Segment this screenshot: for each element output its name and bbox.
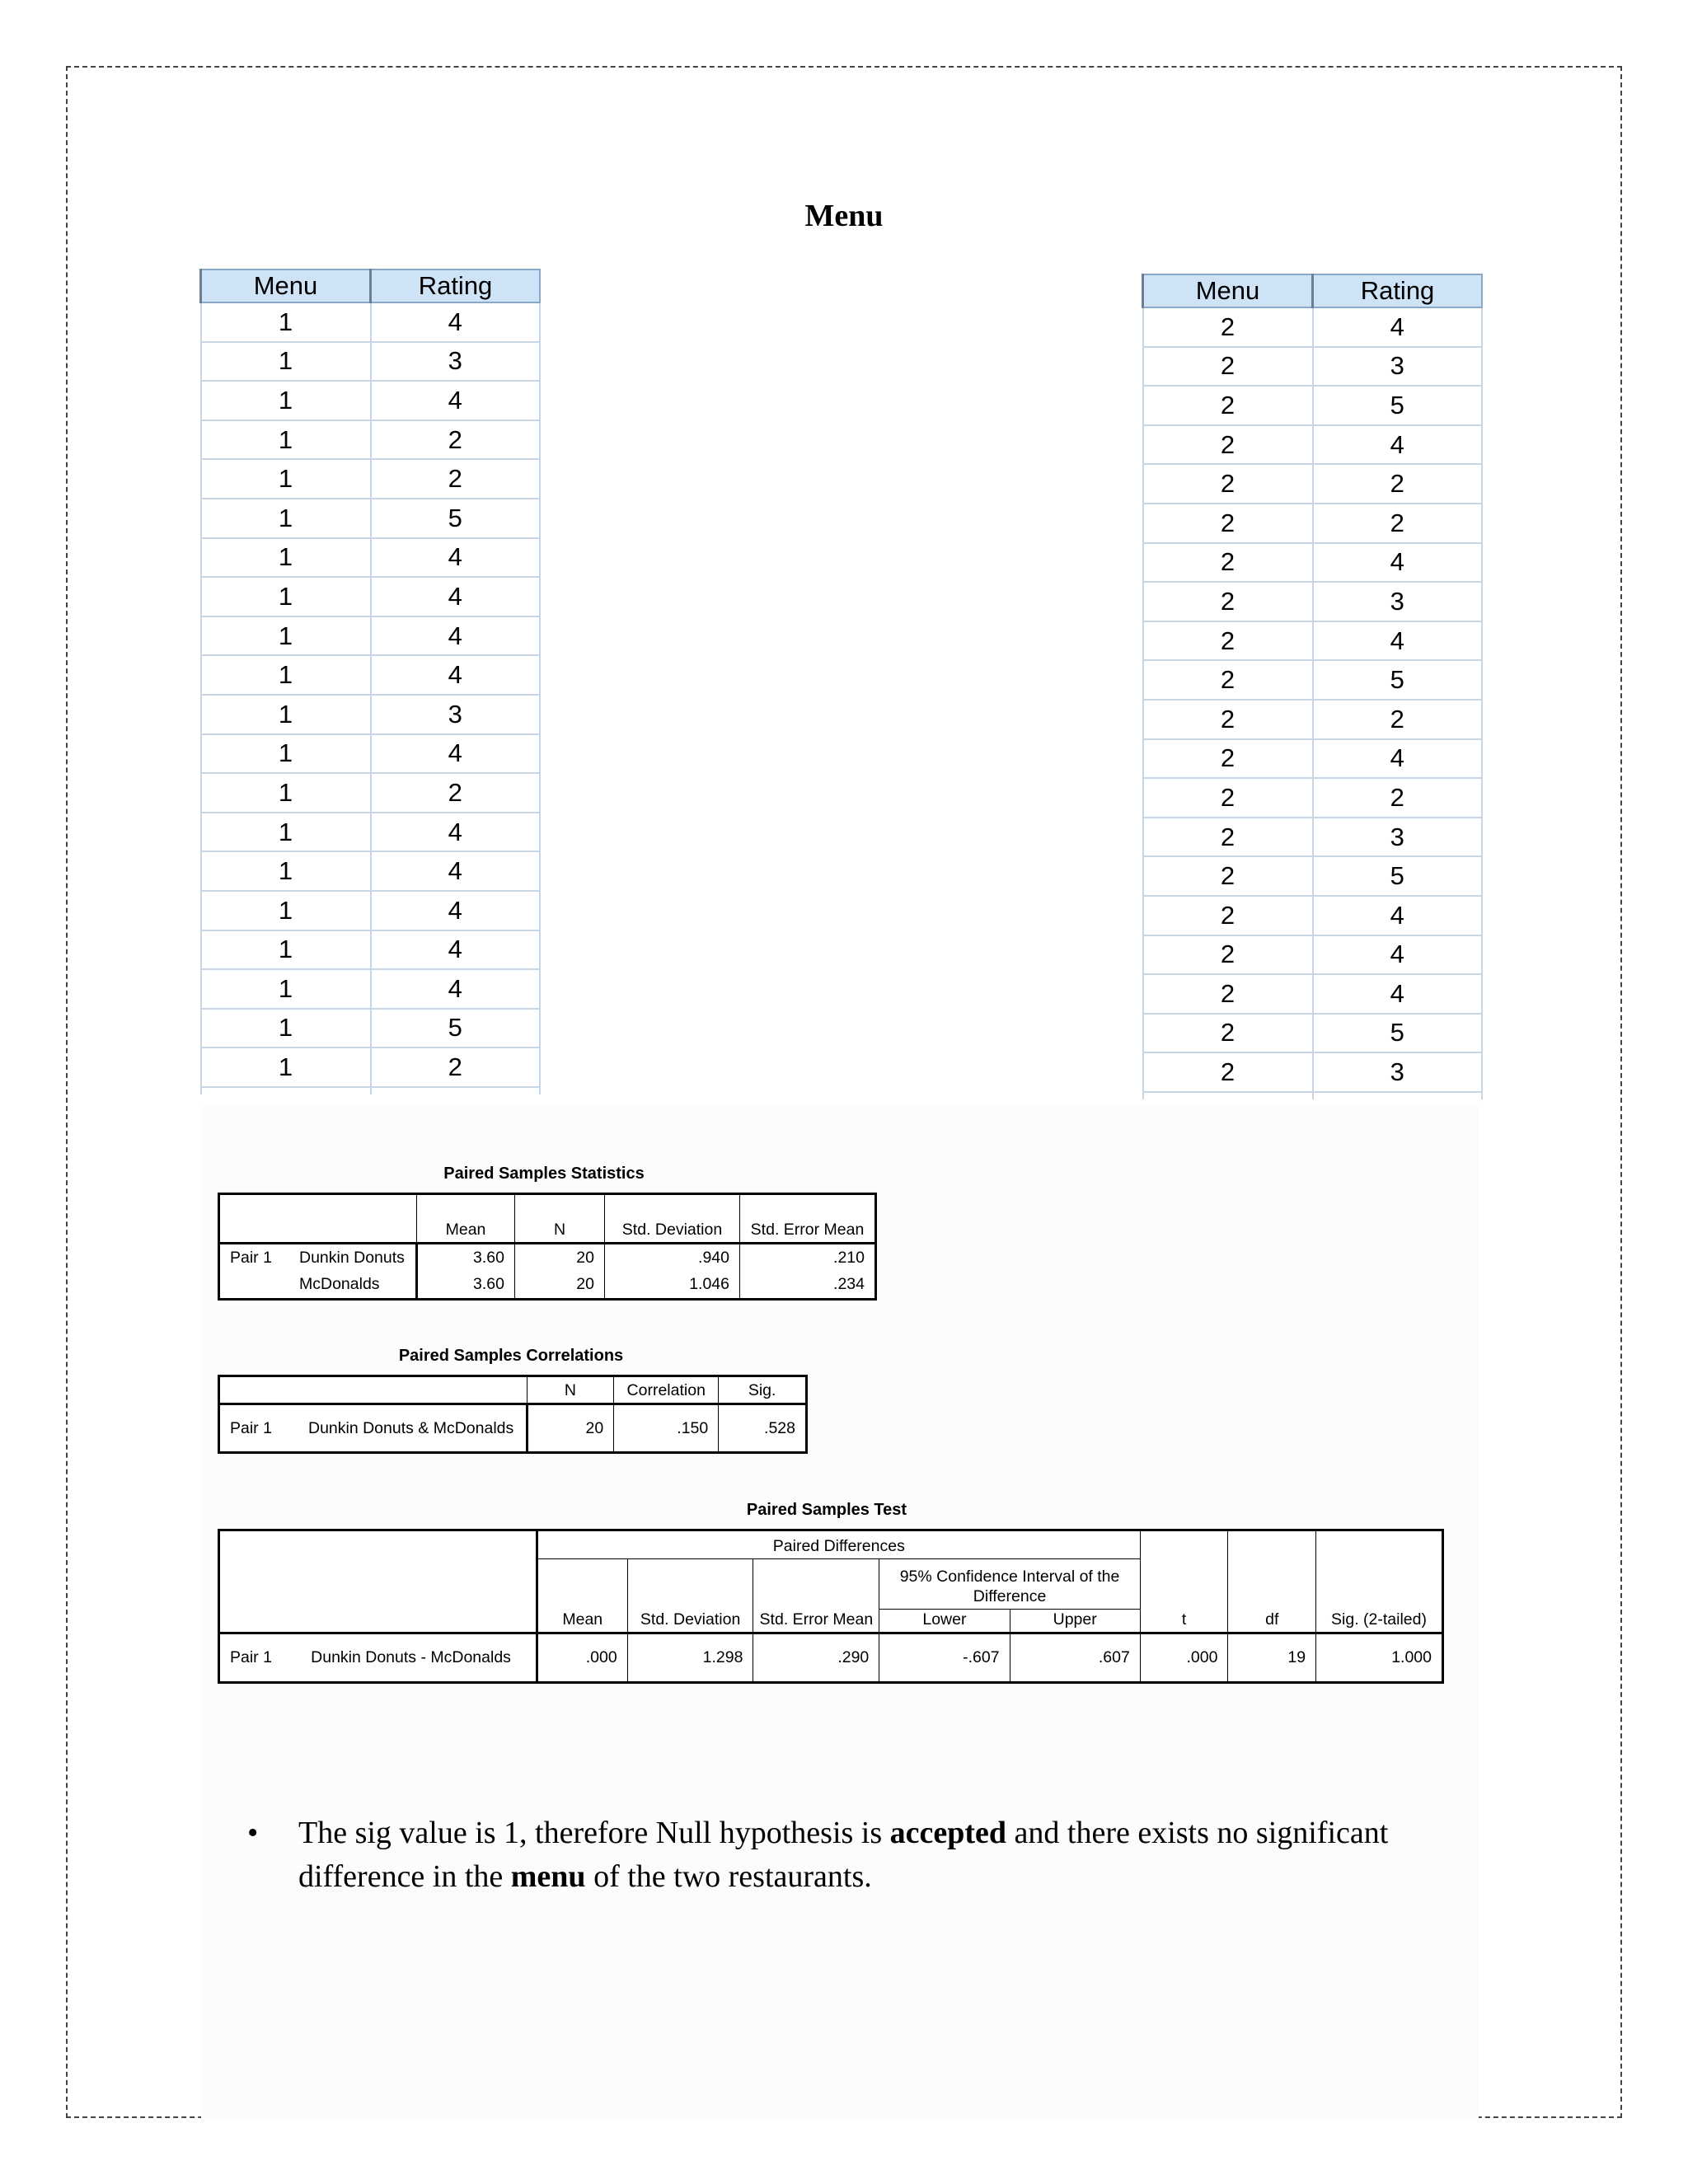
page-title: Menu [804,199,884,233]
cell-rating[interactable]: 2 [1313,778,1483,818]
cell-rating[interactable]: 3 [371,342,541,382]
cell-menu[interactable]: 1 [201,459,371,499]
cell-rating[interactable]: 3 [1313,582,1483,621]
column-header-rating[interactable]: Rating [1313,274,1483,307]
cell-std-error: .210 [740,1244,876,1272]
grid-row [1143,660,1483,700]
row-label: Dunkin Donuts [289,1244,417,1272]
cell-menu[interactable]: 2 [1143,464,1313,504]
cell-rating[interactable]: 4 [371,302,541,342]
header-paired-differences: Paired Differences [537,1530,1140,1559]
bullet-icon: • [247,1816,259,1850]
grid-row [1143,307,1483,347]
grid-row [201,1009,541,1048]
column-header-rating[interactable]: Rating [371,269,541,302]
grid-row [201,813,541,852]
grid-row [1143,504,1483,543]
cell-rating[interactable]: 4 [371,381,541,420]
cell-menu[interactable]: 2 [1143,818,1313,857]
cell-rating[interactable]: 2 [371,459,541,499]
cell-rating[interactable]: 5 [1313,856,1483,896]
cell-rating[interactable]: 4 [371,616,541,656]
pair-label: Pair 1 [219,1244,290,1272]
header-std-error-mean: Std. Error Mean [740,1194,876,1244]
cell-rating[interactable]: 2 [371,420,541,460]
cell-menu[interactable]: 1 [201,302,371,342]
cell-rating[interactable]: 2 [371,1047,541,1087]
grid-row [201,342,541,382]
cell-std-deviation: .940 [605,1244,740,1272]
cell-n: 20 [527,1404,614,1453]
row-label: McDonalds [289,1272,417,1300]
cell-menu[interactable]: 2 [1143,1052,1313,1092]
cell-std-deviation: 1.046 [605,1272,740,1300]
cell-menu[interactable]: 2 [1143,621,1313,661]
cell-menu[interactable]: 2 [1143,307,1313,347]
grid-row [1143,1052,1483,1092]
grid-row [1143,974,1483,1014]
cell-menu[interactable]: 2 [1143,856,1313,896]
grid-row [201,459,541,499]
cell-rating[interactable]: 4 [1313,896,1483,935]
grid-row [201,655,541,695]
cell-rating[interactable]: 4 [1313,307,1483,347]
cell-std-deviation: 1.298 [627,1633,753,1682]
paired-samples-correlations-table [218,1375,808,1454]
cell-menu[interactable]: 2 [1143,700,1313,739]
cell-correlation: .150 [614,1404,719,1453]
header-upper: Upper [1010,1609,1140,1633]
grid-row [201,773,541,813]
grid-row [1143,1014,1483,1053]
cell-menu[interactable]: 1 [201,538,371,578]
cell-rating[interactable]: 3 [1313,347,1483,387]
cell-empty [201,1087,371,1094]
cell-menu[interactable]: 1 [201,499,371,538]
grid-row-partial [1143,1092,1483,1099]
grid-row [1143,621,1483,661]
cell-menu[interactable]: 2 [1143,386,1313,425]
cell-menu[interactable]: 2 [1143,582,1313,621]
cell-menu[interactable]: 1 [201,616,371,656]
grid-row [1143,935,1483,975]
cell-menu[interactable]: 2 [1143,347,1313,387]
header-lower: Lower [879,1609,1010,1633]
cell-n: 20 [515,1244,605,1272]
header-sig: Sig. [719,1376,807,1404]
cell-menu[interactable]: 1 [201,342,371,382]
grid-row [1143,386,1483,425]
row-label: Dunkin Donuts & McDonalds [298,1404,527,1453]
grid-row-partial [201,1087,541,1094]
cell-rating[interactable]: 4 [371,655,541,695]
cell-menu[interactable]: 2 [1143,739,1313,779]
cell-rating[interactable]: 5 [1313,1014,1483,1053]
cell-rating[interactable]: 4 [1313,974,1483,1014]
cell-rating[interactable]: 5 [371,1009,541,1048]
column-header-menu[interactable]: Menu [1143,274,1313,307]
correlations-table-title: Paired Samples Correlations [398,1347,624,1365]
cell-rating[interactable]: 3 [371,695,541,734]
paired-samples-statistics-table [218,1193,877,1301]
cell-rating[interactable]: 2 [1313,504,1483,543]
cell-df: 19 [1228,1633,1316,1682]
header-n: N [527,1376,614,1404]
cell-menu[interactable]: 2 [1143,660,1313,700]
cell-lower: -.607 [879,1633,1010,1682]
cell-t: .000 [1140,1633,1228,1682]
test-table-title: Paired Samples Test [746,1501,907,1519]
header-sig-2-tailed: Sig. (2-tailed) [1316,1530,1443,1633]
cell-menu[interactable]: 1 [201,773,371,813]
cell-std-error: .234 [740,1272,876,1300]
cell-rating[interactable]: 5 [1313,386,1483,425]
grid-row [201,381,541,420]
cell-rating[interactable]: 4 [371,734,541,774]
cell-rating[interactable]: 4 [1313,425,1483,465]
grid-row [201,538,541,578]
cell-std-error: .290 [753,1633,879,1682]
cell-empty [371,1087,541,1094]
grid-row [201,969,541,1009]
pair-label: Pair 1 [219,1404,298,1453]
grid-row [201,1047,541,1087]
cell-menu[interactable]: 1 [201,813,371,852]
cell-rating[interactable]: 4 [371,813,541,852]
grid-row [1143,739,1483,779]
header-std-deviation: Std. Deviation [627,1559,753,1633]
cell-menu[interactable]: 1 [201,695,371,734]
grid-row [1143,425,1483,465]
cell-sig: 1.000 [1316,1633,1443,1682]
cell-rating[interactable]: 3 [1313,1052,1483,1092]
header-confidence-interval: 95% Confidence Interval of the Difference [879,1559,1141,1609]
cell-rating[interactable]: 4 [371,577,541,616]
cell-rating[interactable]: 4 [371,538,541,578]
cell-menu[interactable]: 1 [201,1047,371,1087]
cell-menu[interactable]: 1 [201,851,371,891]
cell-rating[interactable]: 4 [1313,621,1483,661]
cell-menu[interactable]: 2 [1143,896,1313,935]
grid-row [1143,582,1483,621]
header-correlation: Correlation [614,1376,719,1404]
grid-row [201,499,541,538]
stats-table-title: Paired Samples Statistics [443,1165,645,1183]
header-t: t [1140,1530,1228,1633]
cell-rating[interactable]: 4 [1313,935,1483,975]
cell-menu[interactable]: 1 [201,655,371,695]
cell-rating[interactable]: 2 [1313,464,1483,504]
header-mean: Mean [537,1559,627,1633]
cell-mean: .000 [537,1633,627,1682]
header-n: N [515,1194,605,1244]
grid-row [1143,543,1483,583]
cell-menu[interactable]: 2 [1143,425,1313,465]
cell-rating[interactable]: 2 [1313,700,1483,739]
cell-rating[interactable]: 5 [371,499,541,538]
cell-menu[interactable]: 2 [1143,974,1313,1014]
grid-row [201,577,541,616]
cell-empty [1313,1092,1483,1099]
cell-rating[interactable]: 4 [371,851,541,891]
cell-rating[interactable]: 2 [371,773,541,813]
cell-menu[interactable]: 1 [201,734,371,774]
header-df: df [1228,1530,1316,1633]
cell-menu[interactable]: 1 [201,969,371,1009]
cell-menu[interactable]: 2 [1143,504,1313,543]
cell-mean: 3.60 [417,1244,515,1272]
grid-row [1143,856,1483,896]
cell-menu[interactable]: 1 [201,420,371,460]
cell-rating[interactable]: 5 [1313,660,1483,700]
right-data-grid [1142,274,1483,1099]
grid-row [201,420,541,460]
cell-rating[interactable]: 4 [1313,543,1483,583]
grid-row [201,695,541,734]
cell-rating[interactable]: 4 [1313,739,1483,779]
grid-row [1143,700,1483,739]
pair-label: Pair 1 [219,1633,302,1682]
cell-mean: 3.60 [417,1272,515,1300]
grid-row [1143,818,1483,857]
header-std-deviation: Std. Deviation [605,1194,740,1244]
cell-rating[interactable]: 4 [371,891,541,930]
cell-menu[interactable]: 2 [1143,935,1313,975]
cell-menu[interactable]: 1 [201,891,371,930]
cell-menu[interactable]: 1 [201,930,371,970]
cell-n: 20 [515,1272,605,1300]
grid-row [201,851,541,891]
cell-menu[interactable]: 2 [1143,1014,1313,1053]
row-label: Dunkin Donuts - McDonalds [301,1633,537,1682]
cell-menu[interactable]: 1 [201,1009,371,1048]
grid-row [1143,778,1483,818]
cell-rating[interactable]: 4 [371,930,541,970]
cell-menu[interactable]: 2 [1143,543,1313,583]
column-header-menu[interactable]: Menu [201,269,371,302]
conclusion-paragraph: • The sig value is 1, therefore Null hypothesis is accepted and there exists no significant difference in the menu of the two restaurants. [298,1811,1493,1899]
cell-menu[interactable]: 2 [1143,778,1313,818]
grid-row [1143,347,1483,387]
grid-row [201,734,541,774]
cell-menu[interactable]: 1 [201,577,371,616]
cell-menu[interactable]: 1 [201,381,371,420]
cell-empty [1143,1092,1313,1099]
cell-rating[interactable]: 4 [371,969,541,1009]
cell-rating[interactable]: 3 [1313,818,1483,857]
grid-row [201,616,541,656]
grid-row [201,891,541,930]
header-std-error-mean: Std. Error Mean [753,1559,879,1633]
cell-sig: .528 [719,1404,807,1453]
grid-row [1143,896,1483,935]
cell-upper: .607 [1010,1633,1140,1682]
paired-samples-test-table [218,1529,1444,1684]
grid-row [201,302,541,342]
grid-row [201,930,541,970]
header-mean: Mean [417,1194,515,1244]
left-data-grid [199,269,541,1094]
grid-row [1143,464,1483,504]
